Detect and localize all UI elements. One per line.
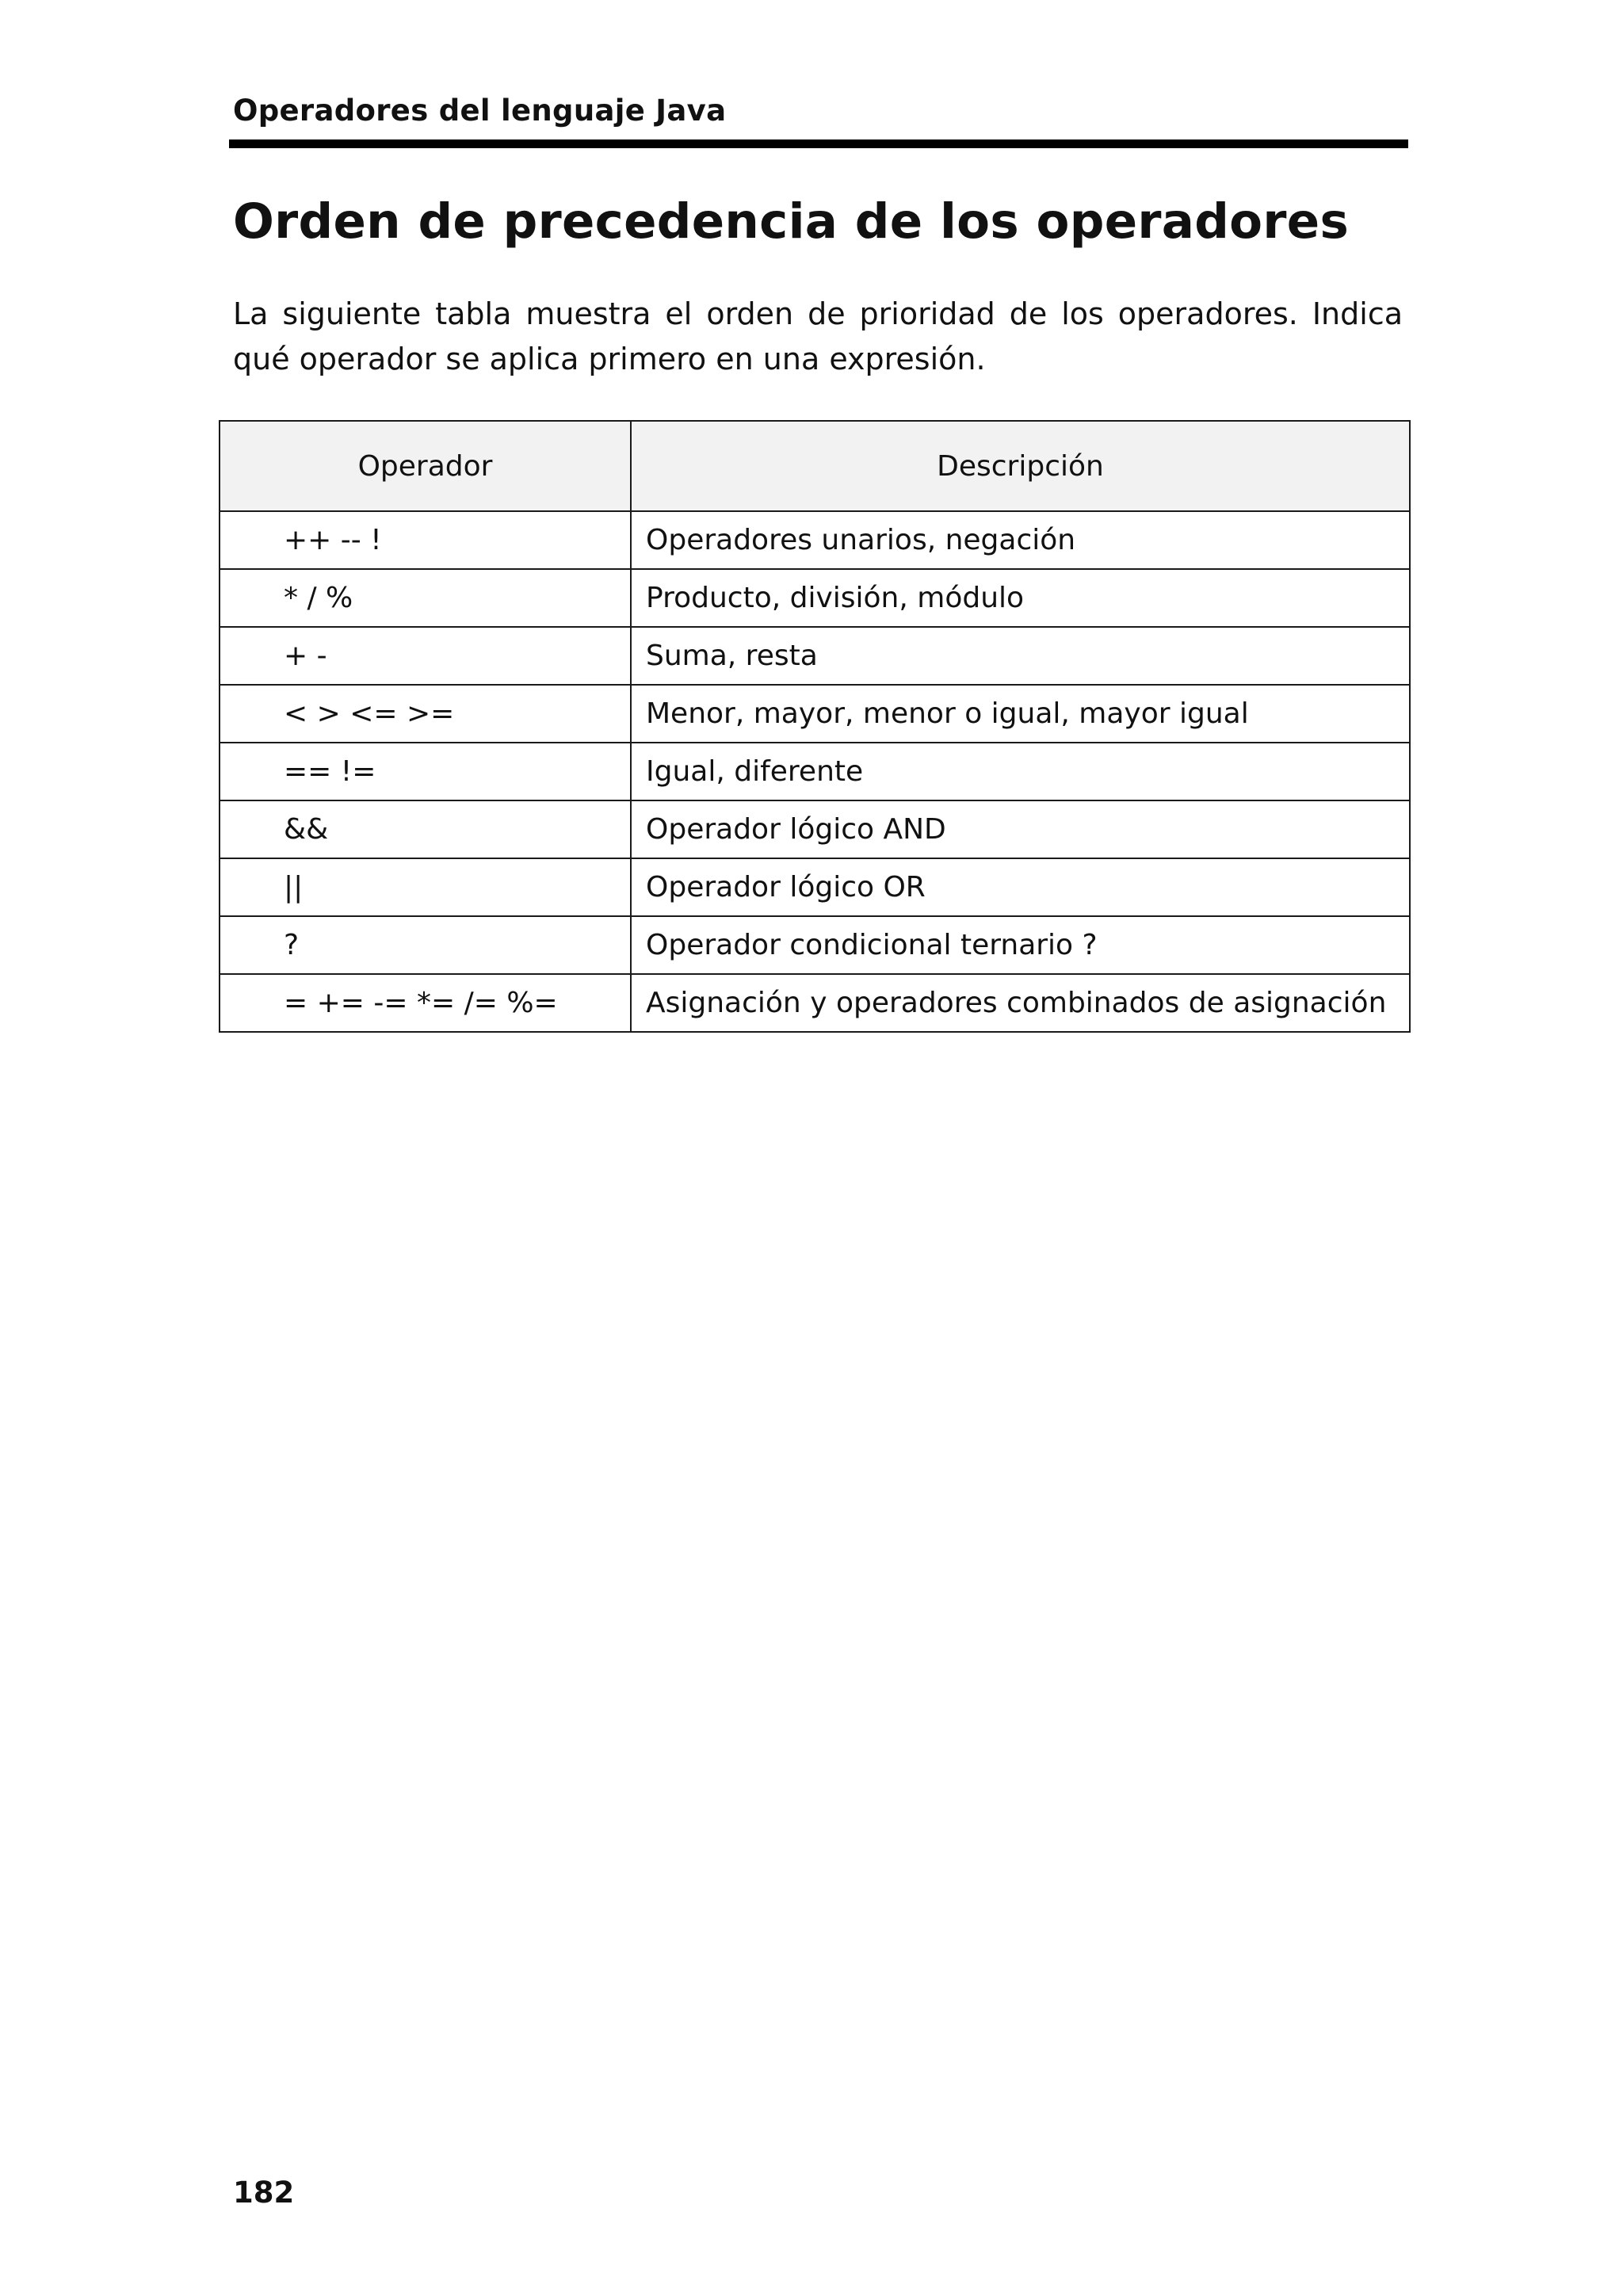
page-number: 182	[233, 2176, 295, 2210]
operator-cell: ++ -- !	[220, 511, 631, 569]
description-cell: Menor, mayor, menor o igual, mayor igual	[631, 685, 1410, 743]
table-row	[220, 743, 1410, 800]
operator-cell: ||	[220, 858, 631, 916]
precedence-table	[219, 420, 1411, 1033]
description-cell: Suma, resta	[631, 627, 1410, 685]
operator-cell: &&	[220, 800, 631, 858]
operator-cell: ?	[220, 916, 631, 974]
table-row	[220, 685, 1410, 743]
operator-cell: + -	[220, 627, 631, 685]
table-header-row	[220, 421, 1410, 511]
header-rule	[229, 139, 1408, 148]
table-row	[220, 627, 1410, 685]
table-row	[220, 800, 1410, 858]
description-cell: Operador lógico OR	[631, 858, 1410, 916]
description-cell: Operador condicional ternario ?	[631, 916, 1410, 974]
table-row	[220, 916, 1410, 974]
table-row	[220, 569, 1410, 627]
operator-cell: = += -= *= /= %=	[220, 974, 631, 1032]
description-cell: Asignación y operadores combinados de asignación	[631, 974, 1410, 1032]
description-cell: Operador lógico AND	[631, 800, 1410, 858]
column-header-description: Descripción	[631, 421, 1410, 511]
operator-cell: * / %	[220, 569, 631, 627]
table-row	[220, 974, 1410, 1032]
table-row	[220, 858, 1410, 916]
section-title: Orden de precedencia de los operadores	[233, 193, 1350, 250]
column-header-operator: Operador	[220, 421, 631, 511]
operator-cell: < > <= >=	[220, 685, 631, 743]
operator-cell: == !=	[220, 743, 631, 800]
table-row	[220, 511, 1410, 569]
description-cell: Producto, división, módulo	[631, 569, 1410, 627]
intro-paragraph: La siguiente tabla muestra el orden de prioridad de los operadores. Indica qué operador se aplica primero en una expresión.	[233, 296, 1403, 376]
description-cell: Igual, diferente	[631, 743, 1410, 800]
running-header: Operadores del lenguaje Java	[233, 94, 727, 128]
description-cell: Operadores unarios, negación	[631, 511, 1410, 569]
